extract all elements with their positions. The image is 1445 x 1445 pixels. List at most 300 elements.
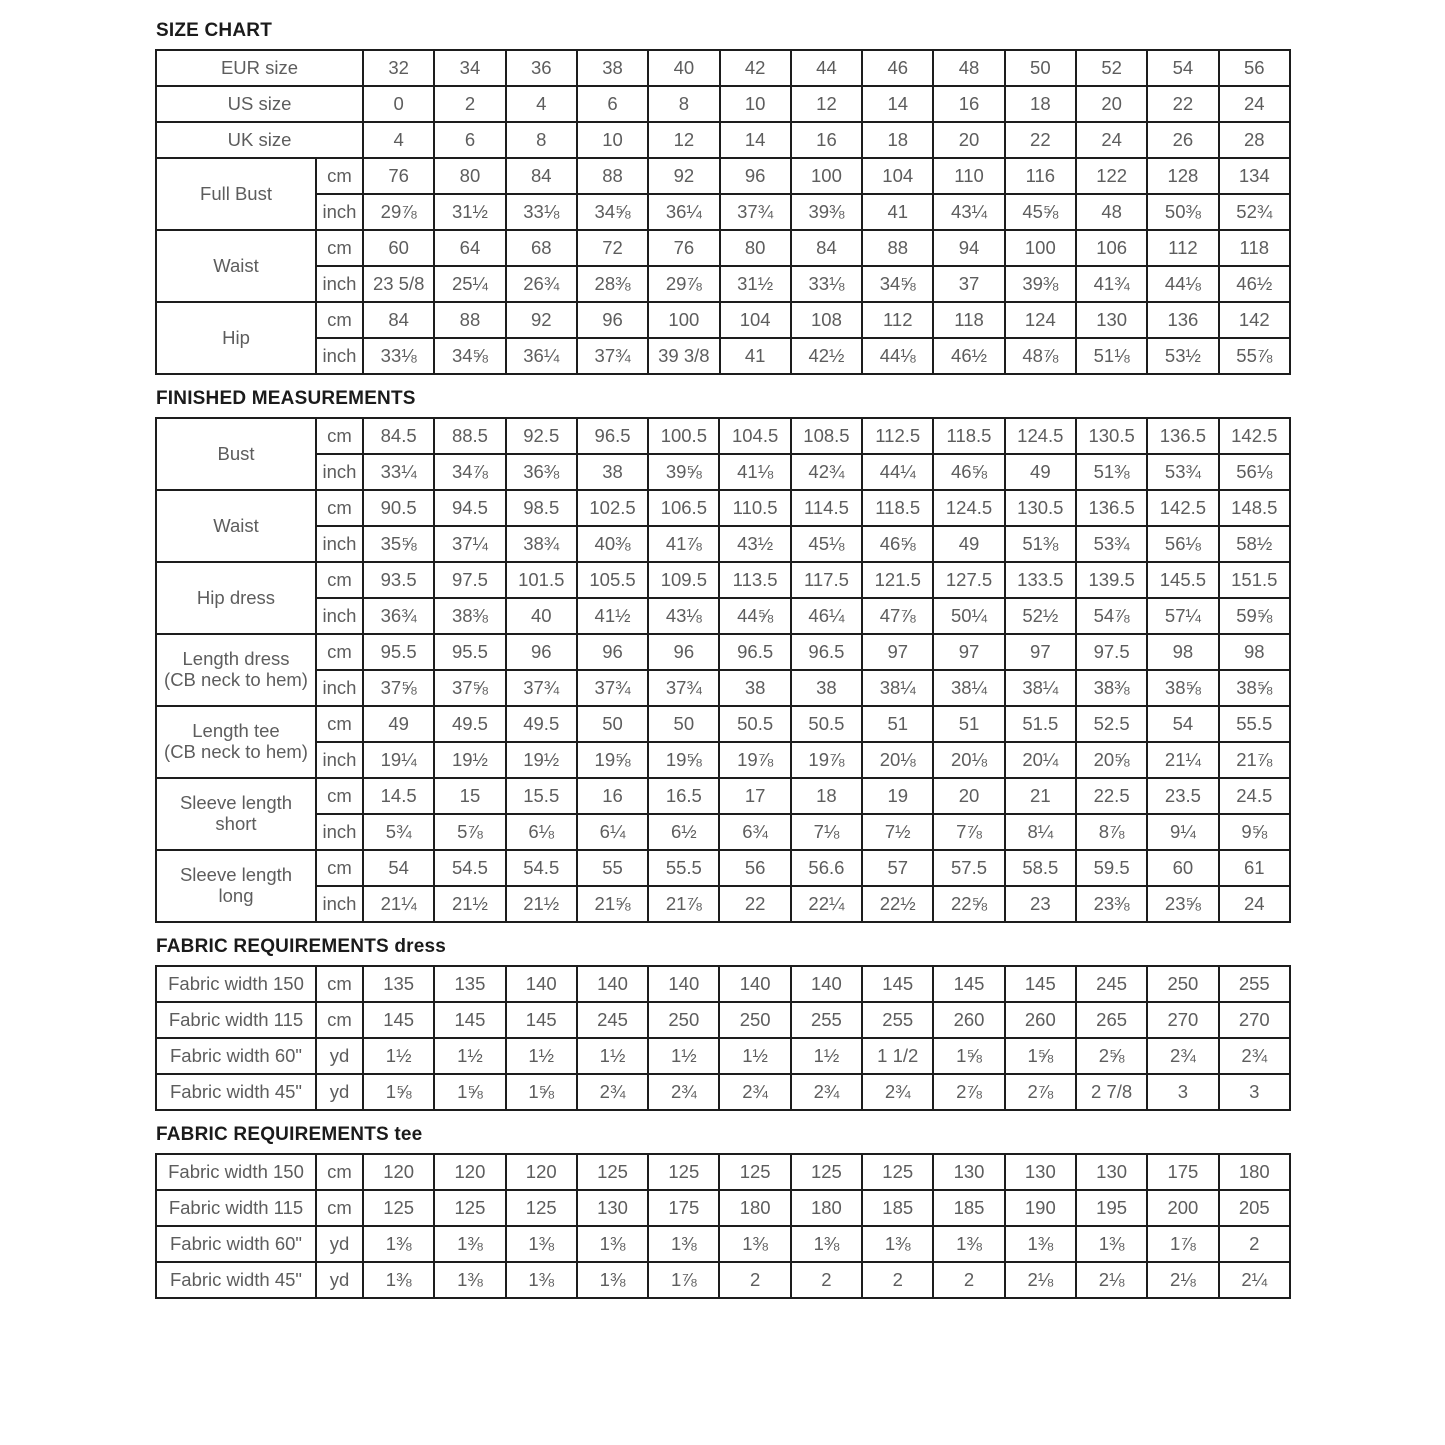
unit-label: cm [316,230,363,266]
measurement-value: 130.5 [1005,490,1076,526]
measurement-value: 37¾ [577,670,648,706]
measurement-value: 124.5 [933,490,1004,526]
measurement-value: 136 [1147,302,1218,338]
measurement-value: 200 [1147,1190,1218,1226]
measurement-value: 145 [506,1002,577,1038]
measurement-value: 1½ [363,1038,434,1074]
measurement-value: 1½ [648,1038,719,1074]
table-row-fabric-width-115-cm [156,1002,1290,1038]
measurement-value: 22½ [862,886,933,922]
measurement-value: 97.5 [1076,634,1147,670]
measurement-value: 10 [577,122,648,158]
measurement-value: 44⅝ [719,598,790,634]
measurement-value: 52¾ [1219,194,1290,230]
measurement-value: 21¼ [363,886,434,922]
fabric-tee-table-slot [155,1153,1291,1299]
measurement-value: 2⅞ [1005,1074,1076,1110]
measurement-value: 55⅞ [1219,338,1290,374]
measurement-value: 41⅞ [648,526,719,562]
measurement-value: 96 [506,634,577,670]
measurement-value: 95.5 [434,634,505,670]
finished-measurements-table [155,417,1291,923]
measurement-value: 22⅝ [933,886,1004,922]
measurement-value: 19⅞ [791,742,862,778]
measurement-value: 92 [506,302,577,338]
measurement-value: 93.5 [363,562,434,598]
unit-label: inch [316,454,363,490]
section-fabric-requirements-tee [155,1124,1291,1299]
row-label-fabric-width-115: Fabric width 115 [156,1002,316,1038]
measurement-value: 60 [1147,850,1218,886]
measurement-value: 28⅜ [577,266,648,302]
measurement-value: 250 [1147,966,1218,1002]
measurement-value: 145 [434,1002,505,1038]
measurement-value: 10 [720,86,791,122]
measurement-value: 112.5 [862,418,933,454]
measurement-value: 20 [1076,86,1147,122]
measurement-value: 133.5 [1005,562,1076,598]
row-label-fabric-width-60: Fabric width 60" [156,1038,316,1074]
measurement-value: 56⅛ [1219,454,1290,490]
measurement-value: 2 [1219,1226,1290,1262]
unit-label: cm [316,1002,363,1038]
measurement-value: 1⅜ [1076,1226,1147,1262]
unit-label: yd [316,1038,363,1074]
measurement-value: 25¼ [434,266,505,302]
measurement-value: 49.5 [506,706,577,742]
measurement-value: 41 [720,338,791,374]
measurement-value: 34 [434,50,505,86]
measurement-value: 80 [720,230,791,266]
fabric-dress-table-slot [155,965,1291,1111]
measurement-value: 44 [791,50,862,86]
row-label-bust: Bust [156,418,316,490]
measurement-value: 26 [1147,122,1218,158]
measurement-value: 56 [1219,50,1290,86]
measurement-value: 61 [1219,850,1290,886]
measurement-value: 130 [1076,1154,1147,1190]
measurement-value: 35⅝ [363,526,434,562]
measurement-value: 37¾ [648,670,719,706]
measurement-value: 40 [506,598,577,634]
measurement-value: 12 [648,122,719,158]
unit-label: cm [316,302,363,338]
section-fabric-requirements-dress [155,936,1291,1111]
measurement-value: 12 [791,86,862,122]
measurement-value: 49.5 [434,706,505,742]
measurement-value: 97 [933,634,1004,670]
measurement-value: 50 [648,706,719,742]
measurement-value: 24 [1219,86,1290,122]
measurement-value: 2⅛ [1147,1262,1218,1298]
measurement-value: 38⅜ [434,598,505,634]
measurement-value: 36¼ [506,338,577,374]
measurement-value: 84.5 [363,418,434,454]
measurement-value: 109.5 [648,562,719,598]
measurement-value: 21⅞ [648,886,719,922]
measurement-value: 36¾ [363,598,434,634]
unit-label: inch [316,886,363,922]
measurement-value: 64 [434,230,505,266]
measurement-value: 7½ [862,814,933,850]
measurement-value: 1½ [506,1038,577,1074]
measurement-value: 2¾ [791,1074,862,1110]
measurement-value: 180 [719,1190,790,1226]
measurement-value: 1⅜ [933,1226,1004,1262]
table-row-hip-dress-cm [156,562,1290,598]
row-label-uk-size: UK size [156,122,363,158]
measurement-value: 51⅛ [1076,338,1147,374]
measurement-value: 2 [434,86,505,122]
measurement-value: 139.5 [1076,562,1147,598]
measurement-value: 118.5 [862,490,933,526]
row-label-fabric-width-45: Fabric width 45" [156,1074,316,1110]
measurement-value: 92 [648,158,719,194]
measurement-value: 118.5 [933,418,1004,454]
measurement-value: 110.5 [719,490,790,526]
measurement-value: 20⅛ [933,742,1004,778]
unit-label: cm [316,706,363,742]
measurement-value: 16 [791,122,862,158]
measurement-value: 1⅞ [1147,1226,1218,1262]
measurement-value: 38¼ [862,670,933,706]
measurement-value: 14 [862,86,933,122]
measurement-value: 1⅜ [1005,1226,1076,1262]
measurement-value: 8 [506,122,577,158]
measurement-value: 43¼ [933,194,1004,230]
measurement-value: 21⅝ [577,886,648,922]
measurement-value: 20 [933,778,1004,814]
measurement-value: 1⅞ [648,1262,719,1298]
unit-label: cm [316,634,363,670]
measurement-value: 92.5 [506,418,577,454]
measurement-value: 1⅜ [434,1226,505,1262]
measurement-value: 21½ [506,886,577,922]
measurement-value: 113.5 [719,562,790,598]
measurement-value: 125 [577,1154,648,1190]
measurement-value: 142.5 [1219,418,1290,454]
measurement-value: 2⅛ [1005,1262,1076,1298]
measurement-value: 15 [434,778,505,814]
measurement-value: 72 [577,230,648,266]
measurement-value: 26¾ [506,266,577,302]
measurement-value: 145.5 [1147,562,1218,598]
measurement-value: 96.5 [577,418,648,454]
measurement-value: 205 [1219,1190,1290,1226]
measurement-value: 140 [719,966,790,1002]
measurement-value: 96.5 [719,634,790,670]
measurement-value: 19¼ [363,742,434,778]
measurement-value: 2 7/8 [1076,1074,1147,1110]
table-row-us-size [156,86,1290,122]
measurement-value: 49 [933,526,1004,562]
measurement-value: 140 [648,966,719,1002]
measurement-value: 120 [363,1154,434,1190]
measurement-value: 21 [1005,778,1076,814]
unit-label: cm [316,490,363,526]
measurement-value: 45⅝ [1005,194,1076,230]
unit-label: inch [316,598,363,634]
measurement-value: 58½ [1219,526,1290,562]
measurement-value: 180 [1219,1154,1290,1190]
measurement-value: 2¾ [577,1074,648,1110]
measurement-value: 19⅝ [648,742,719,778]
measurement-value: 34⅝ [434,338,505,374]
measurement-value: 51⅜ [1076,454,1147,490]
measurement-value: 98 [1147,634,1218,670]
table-row-uk-size [156,122,1290,158]
measurement-value: 23 5/8 [363,266,434,302]
unit-label: yd [316,1074,363,1110]
measurement-value: 2⅞ [933,1074,1004,1110]
measurement-value: 9⅝ [1219,814,1290,850]
measurement-value: 130.5 [1076,418,1147,454]
measurement-value: 4 [506,86,577,122]
measurement-value: 250 [719,1002,790,1038]
row-label-fabric-width-150: Fabric width 150 [156,966,316,1002]
measurement-value: 7⅞ [933,814,1004,850]
measurement-value: 48⅞ [1005,338,1076,374]
measurement-value: 54.5 [434,850,505,886]
table-row-sleeve-length-long-inch [156,886,1290,922]
measurement-value: 1⅜ [434,1262,505,1298]
measurement-value: 117.5 [791,562,862,598]
measurement-value: 45⅛ [791,526,862,562]
measurement-value: 33¼ [363,454,434,490]
measurement-value: 101.5 [506,562,577,598]
fabric-requirements-dress-table [155,965,1291,1111]
measurement-value: 31½ [434,194,505,230]
measurement-value: 84 [791,230,862,266]
measurement-value: 84 [363,302,434,338]
measurement-value: 50 [577,706,648,742]
measurement-value: 1½ [434,1038,505,1074]
measurement-value: 1⅜ [577,1262,648,1298]
measurement-value: 106 [1076,230,1147,266]
measurement-value: 120 [506,1154,577,1190]
measurement-value: 2⅝ [1076,1038,1147,1074]
unit-label: yd [316,1262,363,1298]
measurement-value: 15.5 [506,778,577,814]
measurement-value: 23 [1005,886,1076,922]
table-row-length-tee-inch [156,742,1290,778]
measurement-value: 23⅜ [1076,886,1147,922]
unit-label: cm [316,1154,363,1190]
measurement-value: 96 [577,634,648,670]
measurement-value: 48 [933,50,1004,86]
measurement-value: 7⅛ [791,814,862,850]
measurement-value: 245 [1076,966,1147,1002]
section-title: FABRIC REQUIREMENTS tee [156,1124,423,1145]
table-row-full-bust-inch [156,194,1290,230]
measurement-value: 97 [862,634,933,670]
measurement-value: 8¼ [1005,814,1076,850]
table-row-waist-cm [156,490,1290,526]
measurement-value: 9¼ [1147,814,1218,850]
measurement-value: 2¾ [1147,1038,1218,1074]
measurement-value: 8⅞ [1076,814,1147,850]
measurement-value: 255 [791,1002,862,1038]
measurement-value: 265 [1076,1002,1147,1038]
measurement-value: 51.5 [1005,706,1076,742]
unit-label: inch [316,338,363,374]
measurement-value: 6 [577,86,648,122]
measurement-value: 2¼ [1219,1262,1290,1298]
measurement-value: 21¼ [1147,742,1218,778]
measurement-value: 130 [577,1190,648,1226]
row-label-hip: Hip [156,302,316,374]
measurement-value: 1½ [791,1038,862,1074]
measurement-value: 255 [862,1002,933,1038]
measurement-value: 140 [506,966,577,1002]
measurement-value: 38 [577,50,648,86]
row-label-fabric-width-115: Fabric width 115 [156,1190,316,1226]
measurement-value: 2 [791,1262,862,1298]
measurement-value: 76 [648,230,719,266]
measurement-value: 31½ [720,266,791,302]
measurement-value: 44⅛ [1147,266,1218,302]
measurement-value: 22¼ [791,886,862,922]
measurement-value: 54 [1147,706,1218,742]
measurement-value: 46 [862,50,933,86]
measurement-value: 54 [1147,50,1218,86]
measurement-value: 49 [363,706,434,742]
measurement-value: 38¼ [1005,670,1076,706]
measurement-value: 52½ [1005,598,1076,634]
unit-label: inch [316,814,363,850]
measurement-value: 124.5 [1005,418,1076,454]
table-row-sleeve-length-short-cm [156,778,1290,814]
measurement-value: 51⅜ [1005,526,1076,562]
measurement-value: 151.5 [1219,562,1290,598]
measurement-value: 2 [719,1262,790,1298]
measurement-value: 20⅛ [862,742,933,778]
table-row-length-dress-inch [156,670,1290,706]
unit-label: inch [316,526,363,562]
measurement-value: 1⅜ [648,1226,719,1262]
measurement-value: 14.5 [363,778,434,814]
measurement-value: 22 [719,886,790,922]
row-label-length-tee: Length tee (CB neck to hem) [156,706,316,778]
measurement-value: 118 [933,302,1004,338]
measurement-value: 21½ [434,886,505,922]
measurement-value: 90.5 [363,490,434,526]
measurement-value: 112 [862,302,933,338]
measurement-value: 56⅛ [1147,526,1218,562]
measurement-value: 270 [1219,1002,1290,1038]
measurement-value: 88.5 [434,418,505,454]
measurement-value: 43⅛ [648,598,719,634]
measurement-value: 33⅛ [363,338,434,374]
measurement-value: 102.5 [577,490,648,526]
measurement-value: 134 [1219,158,1290,194]
row-label-fabric-width-45: Fabric width 45" [156,1262,316,1298]
measurement-value: 60 [363,230,434,266]
measurement-value: 38 [577,454,648,490]
measurement-value: 125 [506,1190,577,1226]
measurement-value: 18 [791,778,862,814]
row-label-us-size: US size [156,86,363,122]
measurement-value: 125 [719,1154,790,1190]
measurement-value: 16 [577,778,648,814]
row-label-eur-size: EUR size [156,50,363,86]
measurement-value: 100 [648,302,719,338]
row-label-length-dress: Length dress (CB neck to hem) [156,634,316,706]
measurement-value: 142.5 [1147,490,1218,526]
measurement-value: 96 [648,634,719,670]
fabric-requirements-tee-table [155,1153,1291,1299]
measurement-value: 50.5 [791,706,862,742]
measurement-value: 145 [933,966,1004,1002]
measurement-value: 145 [1005,966,1076,1002]
measurement-value: 88 [434,302,505,338]
measurement-value: 39 3/8 [648,338,719,374]
measurement-value: 58.5 [1005,850,1076,886]
size-chart-document [155,20,1291,1312]
measurement-value: 55.5 [1219,706,1290,742]
measurement-value: 37⅝ [363,670,434,706]
measurement-value: 38¼ [933,670,1004,706]
measurement-value: 57¼ [1147,598,1218,634]
measurement-value: 47⅞ [862,598,933,634]
table-row-waist-inch [156,526,1290,562]
table-row-fabric-width-60-yd [156,1038,1290,1074]
measurement-value: 106.5 [648,490,719,526]
section-title: FINISHED MEASUREMENTS [156,388,416,409]
measurement-value: 37¾ [720,194,791,230]
table-row-fabric-width-45-yd [156,1262,1290,1298]
measurement-value: 5¾ [363,814,434,850]
measurement-value: 38 [719,670,790,706]
measurement-value: 175 [648,1190,719,1226]
measurement-value: 20¼ [1005,742,1076,778]
measurement-value: 97.5 [434,562,505,598]
measurement-value: 34⅝ [862,266,933,302]
measurement-value: 98.5 [506,490,577,526]
measurement-value: 16.5 [648,778,719,814]
row-label-fabric-width-60: Fabric width 60" [156,1226,316,1262]
measurement-value: 36 [506,50,577,86]
measurement-value: 42 [720,50,791,86]
measurement-value: 34⅞ [434,454,505,490]
measurement-value: 24 [1219,886,1290,922]
measurement-value: 49 [1005,454,1076,490]
measurement-value: 110 [933,158,1004,194]
table-row-full-bust-cm [156,158,1290,194]
measurement-value: 136.5 [1147,418,1218,454]
measurement-value: 19½ [506,742,577,778]
table-row-bust-cm [156,418,1290,454]
measurement-value: 125 [648,1154,719,1190]
measurement-value: 1⅜ [363,1226,434,1262]
measurement-value: 128 [1147,158,1218,194]
measurement-value: 41½ [577,598,648,634]
measurement-value: 53¾ [1076,526,1147,562]
measurement-value: 56.6 [791,850,862,886]
table-row-bust-inch [156,454,1290,490]
measurement-value: 142 [1219,302,1290,338]
measurement-value: 104 [862,158,933,194]
measurement-value: 2⅛ [1076,1262,1147,1298]
table-row-length-tee-cm [156,706,1290,742]
measurement-value: 8 [648,86,719,122]
measurement-value: 18 [1005,86,1076,122]
table-row-fabric-width-45-yd [156,1074,1290,1110]
measurement-value: 54.5 [506,850,577,886]
unit-label: inch [316,266,363,302]
measurement-value: 2¾ [648,1074,719,1110]
measurement-value: 130 [1005,1154,1076,1190]
